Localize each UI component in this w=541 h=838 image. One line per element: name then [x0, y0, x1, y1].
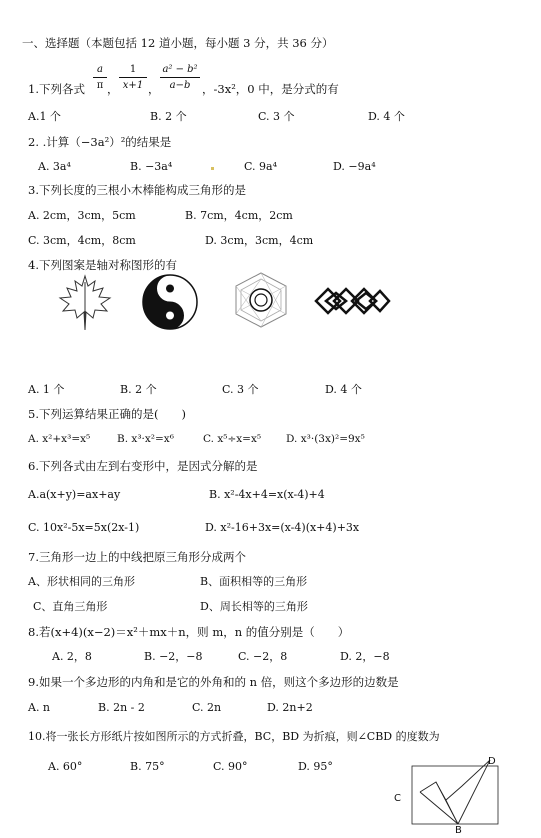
- q8-option-b[interactable]: B. −2，−8: [144, 650, 203, 663]
- q6-stem: 6.下列各式由左到右变形中，是因式分解的是: [28, 459, 258, 473]
- q9-option-b[interactable]: B. 2n - 2: [98, 701, 145, 714]
- q7-option-c[interactable]: C、直角三角形: [33, 600, 108, 613]
- q5-stem: 5.下列运算结果正确的是( ): [28, 407, 186, 421]
- q1-prefix: 1.下列各式: [28, 82, 85, 96]
- q8-stem: 8.若(x+4)(x−2)＝x²＋mx＋n，则 m，n 的值分别是（ ）: [28, 625, 350, 639]
- section-title: 一、选择题（本题包括 12 道小题，每小题 3 分，共 36 分）: [22, 36, 334, 50]
- q1-frac3-den: a−b: [169, 80, 191, 91]
- q8-option-d[interactable]: D. 2，−8: [340, 650, 390, 663]
- q1-frac3-num: a² − b²: [162, 64, 198, 75]
- q4-option-d[interactable]: D. 4 个: [325, 383, 362, 396]
- q2-option-c[interactable]: C. 9a⁴: [244, 160, 277, 173]
- q3-stem: 3.下列长度的三根小木棒能构成三角形的是: [28, 183, 246, 197]
- q10-stem: 10.将一张长方形纸片按如图所示的方式折叠，BC，BD 为折痕，则∠CBD 的度数为: [28, 730, 440, 743]
- q2-stem: 2. .计算（−3a²）²的结果是: [28, 135, 172, 149]
- q1-option-c[interactable]: C. 3 个: [258, 110, 295, 123]
- q5-option-c[interactable]: C. x⁵÷x=x⁵: [203, 433, 262, 445]
- q4-option-c[interactable]: C. 3 个: [222, 383, 259, 396]
- q4-option-b[interactable]: B. 2 个: [120, 383, 157, 396]
- q10-option-c[interactable]: C. 90°: [213, 760, 248, 773]
- q9-option-c[interactable]: C. 2n: [192, 701, 222, 714]
- q3-option-d[interactable]: D. 3cm，3cm，4cm: [205, 234, 314, 247]
- q1-frac1-num: a: [97, 64, 103, 75]
- q3-option-a[interactable]: A. 2cm，3cm，5cm: [28, 209, 136, 222]
- q5-option-a[interactable]: A. x²+x³=x⁵: [28, 433, 91, 445]
- q4-option-a[interactable]: A. 1 个: [28, 383, 65, 396]
- q1-option-d[interactable]: D. 4 个: [368, 110, 405, 123]
- q6-option-a[interactable]: A.a(x+y)=ax+ay: [28, 488, 121, 501]
- q7-stem: 7.三角形一边上的中线把原三角形分成两个: [28, 550, 246, 564]
- knot-pattern-icon: [312, 284, 392, 318]
- q3-option-c[interactable]: C. 3cm，4cm，8cm: [28, 234, 136, 247]
- q3-option-b[interactable]: B. 7cm，4cm，2cm: [185, 209, 293, 222]
- q1-option-a[interactable]: A.1 个: [28, 110, 61, 123]
- yin-yang-icon: [141, 273, 199, 331]
- q10-option-b[interactable]: B. 75°: [130, 760, 165, 773]
- q9-option-a[interactable]: A. n: [28, 701, 51, 714]
- q2-option-b[interactable]: B. −3a⁴: [130, 160, 173, 173]
- q1-frac2-num: 1: [129, 64, 137, 75]
- q7-option-b[interactable]: B、面积相等的三角形: [200, 575, 308, 588]
- q8-option-a[interactable]: A. 2，8: [52, 650, 92, 663]
- q1-suffix: ，-3x²，0 中，是分式的有: [202, 82, 339, 96]
- q6-option-b[interactable]: B. x²-4x+4=x(x-4)+4: [209, 488, 325, 501]
- q1-frac2-den: x+1: [122, 80, 144, 91]
- maple-leaf-icon: [55, 272, 115, 332]
- q2-option-d[interactable]: D. −9a⁴: [333, 160, 376, 173]
- point-label-c: C: [394, 793, 401, 804]
- q7-option-d[interactable]: D、周长相等的三角形: [200, 600, 308, 613]
- stray-dot: [211, 167, 214, 170]
- q4-stem: 4.下列图案是轴对称图形的有: [28, 258, 177, 272]
- point-label-d: D: [488, 756, 496, 767]
- q8-option-c[interactable]: C. −2，8: [238, 650, 288, 663]
- q2-option-a[interactable]: A. 3a⁴: [38, 160, 71, 173]
- q1-option-b[interactable]: B. 2 个: [150, 110, 187, 123]
- q9-stem: 9.如果一个多边形的内角和是它的外角和的 n 倍，则这个多边形的边数是: [28, 675, 399, 689]
- q10-option-a[interactable]: A. 60°: [48, 760, 83, 773]
- point-label-b: B: [455, 825, 462, 836]
- q5-option-d[interactable]: D. x³·(3x)²=9x⁵: [286, 433, 365, 445]
- hexagon-ring-icon: [230, 270, 292, 330]
- q5-option-b[interactable]: B. x³·x²=x⁶: [117, 433, 174, 445]
- q6-option-c[interactable]: C. 10x²-5x=5x(2x-1): [28, 521, 140, 534]
- q7-option-a[interactable]: A、形状相同的三角形: [28, 575, 135, 588]
- q9-option-d[interactable]: D. 2n+2: [267, 701, 313, 714]
- q6-option-d[interactable]: D. x²-16+3x=(x-4)(x+4)+3x: [205, 521, 360, 534]
- q10-option-d[interactable]: D. 95°: [298, 760, 333, 773]
- q1-frac1-den: π: [96, 80, 104, 91]
